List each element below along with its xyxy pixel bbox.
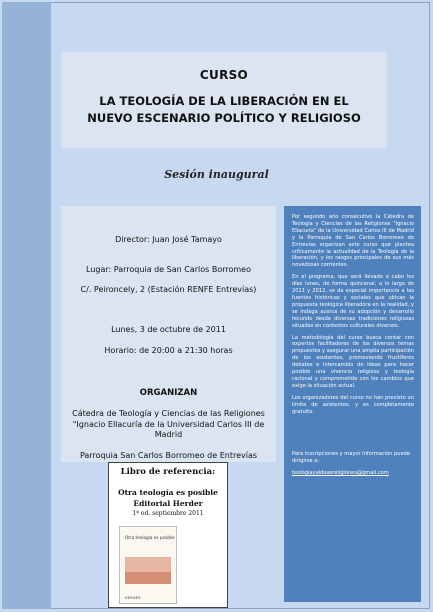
course-title [61, 93, 387, 127]
description-paragraph-2: En el programa, que será llevado a cabo los días lunes, de forma quincenal, a lo largo de 2011 y 2012, se da especial importancia a las fuentes históricas y sociales que ubican la propuesta teológica liberadora en la realidad, y se indaga acerca de su adopción y desarrollo fecundo desde diversas tradiciones religiosas situadas en contextos culturales diversos. [292, 274, 414, 329]
organizer-1: Cátedra de Teología y Ciencias de las Religiones "Ignacio Ellacuría de la Universidad Carlos III de Madrid [72, 409, 265, 439]
cover-band-dark [125, 572, 171, 584]
address-text: C/. Peironcely, 2 (Estación RENFE Entrevías) [80, 285, 257, 294]
course-title-line-2: NUEVO ESCENARIO POLÍTICO Y RELIGIOSO [87, 111, 361, 125]
director-text: Director: Juan José Tamayo [115, 235, 222, 244]
reference-book-title: Otra teología es posible [118, 488, 218, 497]
description-panel [284, 206, 421, 602]
course-title-line-1: LA TEOLOGÍA DE LA LIBERACIÓN EN EL [99, 94, 349, 108]
organizer-2: Parroquia San Carlos Borromeo de Entrevías [79, 450, 258, 460]
book-cover-image [119, 526, 177, 604]
book-cover-publisher: HERDER [125, 596, 141, 600]
session-heading: Sesión inaugural [164, 168, 269, 181]
cover-band-light [125, 557, 171, 572]
reference-book-details [109, 487, 227, 509]
reference-book-edition: 1ª ed. septiembre 2011 [132, 510, 204, 517]
place-text: Lugar: Parroquia de San Carlos Borromeo [86, 264, 251, 274]
description-paragraph-1: Por segundo año consecutivo la Cátedra de Teología y Ciencias de las Religiones "Ignacio Ellacuría" de la Universidad Carlos III de Madrid y la Parroquia de San Carlos Borromeo de Entrevías organizan este curso que plantea críticamente la actualidad de la Teología de la liberación, y los rasgos principales de sus más novedosas corrientes. [292, 214, 414, 269]
contact-text: Para inscripciones y mayor información puede dirigirse a: [292, 451, 410, 465]
time-text: Horario: de 20:00 a 21:30 horas [104, 346, 233, 355]
date-text: Lunes, 3 de octubre de 2011 [111, 324, 226, 334]
title-box [61, 52, 387, 148]
course-label: CURSO [199, 68, 249, 82]
contact-email-link[interactable]: teologiayaldeasreligiones@gmail.com [292, 470, 389, 477]
reference-book-box [108, 462, 228, 608]
reference-book-publisher: Editorial Herder [133, 499, 203, 508]
description-paragraph-3: La metodología del curso busca contar con expertos facilitadores de los diversos temas propuestos y asegurar una amplia participación de los asistentes, promoviendo fructíferos debates e intercambio de ideas para hacer posible una vivencia religiosa y teología racional y comprometida con los cambios que exige la situación actual. [292, 334, 414, 389]
event-details-box [61, 206, 276, 462]
book-cover-title: Otra teología es posible [125, 535, 175, 540]
left-decorative-strip [2, 2, 51, 609]
organizers-heading: ORGANIZAN [139, 387, 198, 398]
reference-book-heading: Libro de referencia: [120, 467, 216, 477]
description-paragraph-4: Los organizadores del curso no han previsto un límite de asistentes, y es completamente gratuito. [292, 394, 414, 415]
